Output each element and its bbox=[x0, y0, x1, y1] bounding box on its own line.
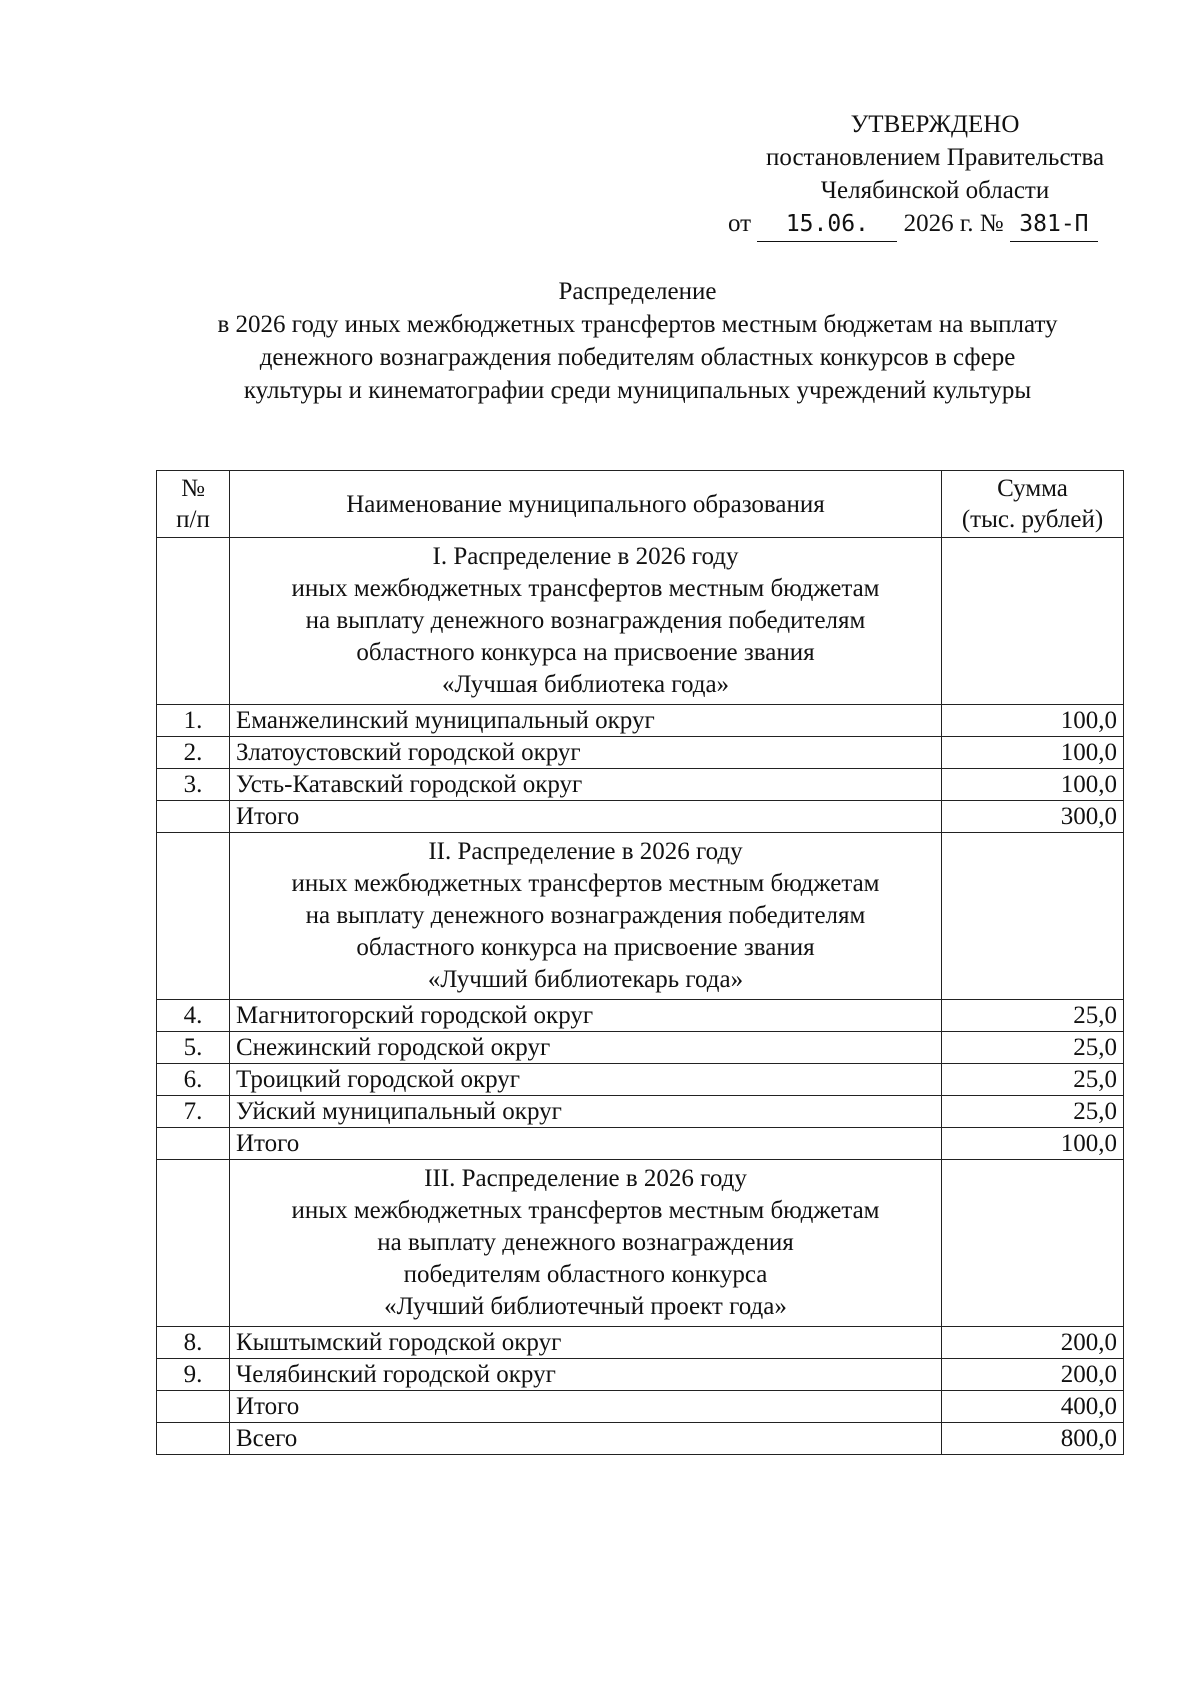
row-sum: 25,0 bbox=[942, 1064, 1124, 1096]
section-header-row bbox=[157, 1160, 1124, 1327]
header-num bbox=[157, 471, 230, 538]
table-header bbox=[157, 471, 1124, 538]
approval-line-2: Челябинской области bbox=[820, 177, 1050, 204]
subtotal-sum: 300,0 bbox=[942, 801, 1124, 833]
row-name: Челябинский городской округ bbox=[230, 1359, 942, 1391]
document-title bbox=[0, 275, 1200, 407]
section-title-line: победителям областного конкурса bbox=[403, 1261, 768, 1288]
section-sum-cell bbox=[942, 833, 1124, 1000]
row-name: Снежинский городской округ bbox=[230, 1032, 942, 1064]
row-sum: 100,0 bbox=[942, 769, 1124, 801]
section-title-line: на выплату денежного вознаграждения победителям bbox=[305, 607, 866, 634]
table-row bbox=[157, 737, 1124, 769]
row-sum: 200,0 bbox=[942, 1359, 1124, 1391]
section-title-line: на выплату денежного вознаграждения bbox=[377, 1229, 794, 1256]
approval-date-line bbox=[720, 207, 1150, 242]
section-num-cell bbox=[157, 833, 230, 1000]
distribution-table bbox=[156, 470, 1124, 1455]
section-title-line: III. Распределение в 2026 году bbox=[424, 1165, 747, 1192]
header-name: Наименование муниципального образования bbox=[230, 471, 942, 538]
section-sum-cell bbox=[942, 538, 1124, 705]
approval-number: 381-П bbox=[1010, 208, 1098, 242]
row-sum: 100,0 bbox=[942, 737, 1124, 769]
section-title-line: I. Распределение в 2026 году bbox=[432, 543, 739, 570]
row-num: 2. bbox=[157, 737, 230, 769]
section-num-cell bbox=[157, 538, 230, 705]
row-num: 3. bbox=[157, 769, 230, 801]
row-sum: 100,0 bbox=[942, 705, 1124, 737]
approval-line-1: постановлением Правительства bbox=[765, 144, 1105, 171]
row-name: Еманжелинский муниципальный округ bbox=[230, 705, 942, 737]
title-line-1: Распределение bbox=[558, 278, 717, 305]
row-name: Уйский муниципальный округ bbox=[230, 1096, 942, 1128]
row-num: 5. bbox=[157, 1032, 230, 1064]
table-row bbox=[157, 1096, 1124, 1128]
row-num: 9. bbox=[157, 1359, 230, 1391]
header-sum-line-2: (тыс. рублей) bbox=[961, 506, 1104, 533]
row-num: 6. bbox=[157, 1064, 230, 1096]
row-num: 1. bbox=[157, 705, 230, 737]
subtotal-label: Итого bbox=[230, 1391, 942, 1423]
row-num: 8. bbox=[157, 1327, 230, 1359]
grand-total-num bbox=[157, 1423, 230, 1455]
subtotal-sum: 100,0 bbox=[942, 1128, 1124, 1160]
subtotal-num bbox=[157, 801, 230, 833]
section-title-line: иных межбюджетных трансфертов местным бюджетам bbox=[291, 870, 880, 897]
row-name: Усть-Катавский городской округ bbox=[230, 769, 942, 801]
row-sum: 200,0 bbox=[942, 1327, 1124, 1359]
row-name: Троицкий городской округ bbox=[230, 1064, 942, 1096]
section-title bbox=[230, 1160, 942, 1327]
grand-total-label: Всего bbox=[230, 1423, 942, 1455]
section-title-line: «Лучший библиотечный проект года» bbox=[384, 1293, 787, 1320]
section-header-row bbox=[157, 833, 1124, 1000]
section-title-line: «Лучшая библиотека года» bbox=[441, 671, 730, 698]
subtotal-row bbox=[157, 1391, 1124, 1423]
section-header-row bbox=[157, 538, 1124, 705]
row-sum: 25,0 bbox=[942, 1000, 1124, 1032]
from-label: от bbox=[728, 210, 752, 237]
grand-total-row bbox=[157, 1423, 1124, 1455]
row-name: Златоустовский городской округ bbox=[230, 737, 942, 769]
row-num: 4. bbox=[157, 1000, 230, 1032]
table-row bbox=[157, 1064, 1124, 1096]
table-row bbox=[157, 1359, 1124, 1391]
header-num-line-2: п/п bbox=[176, 506, 210, 533]
section-title-line: иных межбюджетных трансфертов местным бюджетам bbox=[291, 1197, 880, 1224]
approved-stamp: УТВЕРЖДЕНО bbox=[850, 111, 1020, 138]
approval-date: 15.06. bbox=[757, 208, 897, 242]
section-num-cell bbox=[157, 1160, 230, 1327]
row-name: Магнитогорский городской округ bbox=[230, 1000, 942, 1032]
subtotal-row bbox=[157, 1128, 1124, 1160]
subtotal-label: Итого bbox=[230, 1128, 942, 1160]
subtotal-num bbox=[157, 1391, 230, 1423]
title-line-2: в 2026 году иных межбюджетных трансфертов местным бюджетам на выплату bbox=[217, 311, 1058, 338]
section-sum-cell bbox=[942, 1160, 1124, 1327]
row-num: 7. bbox=[157, 1096, 230, 1128]
section-title-line: иных межбюджетных трансфертов местным бюджетам bbox=[291, 575, 880, 602]
section-title-line: II. Распределение в 2026 году bbox=[428, 838, 743, 865]
header-num-line-1: № bbox=[181, 475, 205, 502]
subtotal-row bbox=[157, 801, 1124, 833]
approval-year: 2026 г. № bbox=[903, 210, 1004, 237]
table-row bbox=[157, 1032, 1124, 1064]
approval-block bbox=[720, 108, 1150, 242]
section-title-line: «Лучший библиотекарь года» bbox=[427, 966, 744, 993]
title-line-4: культуры и кинематографии среди муниципальных учреждений культуры bbox=[243, 377, 1032, 404]
row-sum: 25,0 bbox=[942, 1096, 1124, 1128]
row-name: Кыштымский городской округ bbox=[230, 1327, 942, 1359]
subtotal-sum: 400,0 bbox=[942, 1391, 1124, 1423]
subtotal-label: Итого bbox=[230, 801, 942, 833]
table-row bbox=[157, 1327, 1124, 1359]
row-sum: 25,0 bbox=[942, 1032, 1124, 1064]
table-row bbox=[157, 1000, 1124, 1032]
title-line-3: денежного вознаграждения победителям областных конкурсов в сфере bbox=[259, 344, 1016, 371]
header-sum bbox=[942, 471, 1124, 538]
table-row bbox=[157, 705, 1124, 737]
section-title-line: на выплату денежного вознаграждения победителям bbox=[305, 902, 866, 929]
table-row bbox=[157, 769, 1124, 801]
header-sum-line-1: Сумма bbox=[997, 475, 1068, 502]
subtotal-num bbox=[157, 1128, 230, 1160]
section-title bbox=[230, 538, 942, 705]
grand-total-sum: 800,0 bbox=[942, 1423, 1124, 1455]
section-title bbox=[230, 833, 942, 1000]
section-title-line: областного конкурса на присвоение звания bbox=[356, 934, 815, 961]
section-title-line: областного конкурса на присвоение звания bbox=[356, 639, 815, 666]
